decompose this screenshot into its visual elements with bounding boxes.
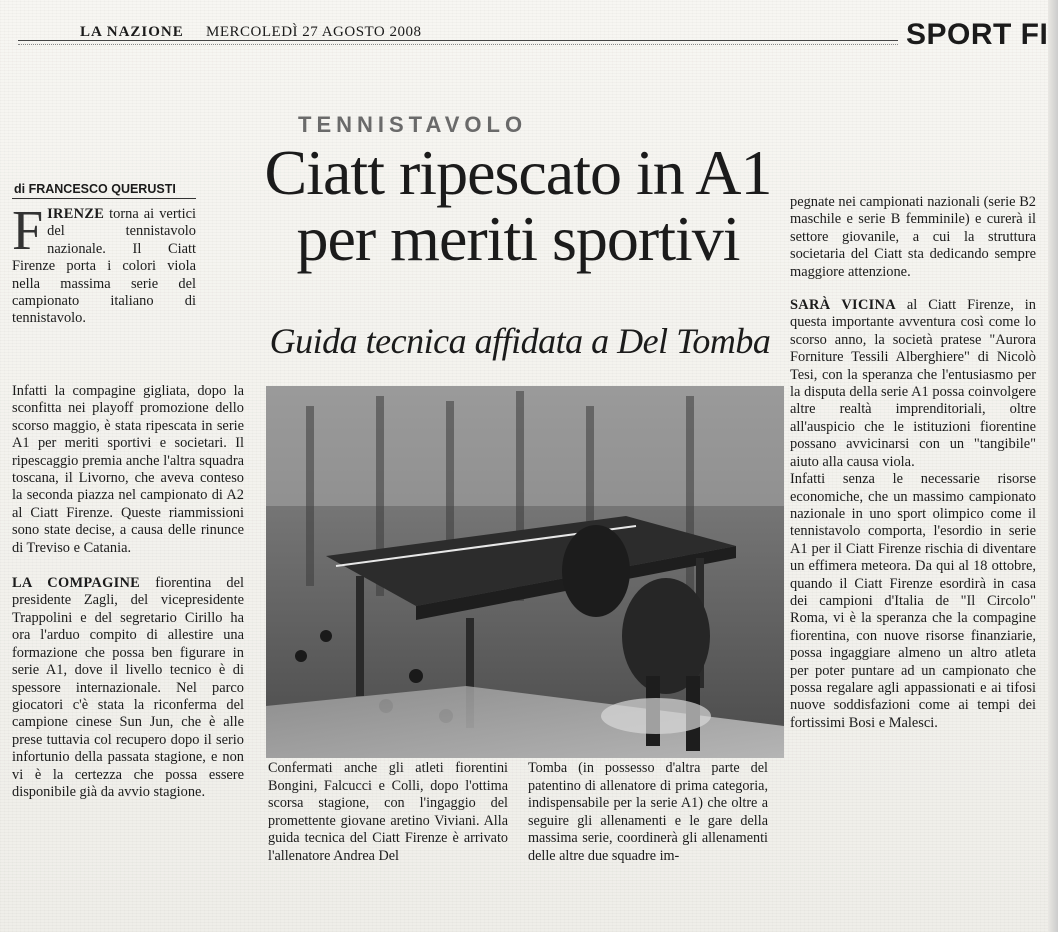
table-tennis-photo xyxy=(266,386,784,758)
column-2 xyxy=(268,760,508,865)
column-1-top xyxy=(12,200,196,328)
column-1-bottom xyxy=(12,383,244,801)
drop-cap: F xyxy=(12,200,44,262)
caption-paragraph: Tomba (in possesso d'altra parte del patentino di allenatore di prima categoria, indispensabile per la serie A1) che oltre a seguire gli allenamenti e le gare della massima serie, coordinerà gli allenamenti delle altre due squadre im- xyxy=(528,760,768,864)
paragraph-text: torna ai vertici del tennistavolo nazionale. Il Ciatt Firenze porta i colori viola nella massima serie del campionato italiano di tennistavolo. xyxy=(12,206,196,327)
paragraph-text: al Ciatt Firenze, in questa importante avventura così come lo scorso anno, la società pratese "Aurora Forniture Tessili Alberghiere" di Nicolò Tesi, con la speranza che l'entusiasmo per la disputa della serie A1 possa coinvolgere altre realtà imprenditoriali, oltre all'auspicio che le istituzioni fiorentine possano avvicinarsi con un "tangibile" aiuto alla causa viola. xyxy=(790,297,1036,470)
paragraph-2: Infatti la compagine gigliata, dopo la sconfitta nei playoff promozione dello scorso maggio, è stata ripescata in serie A1 per meriti sportivi e societari. Il ripescaggio premia anche l'altra squadra toscana, il Livorno, che aveva conteso la seconda piazza nel campionato di A2 al Ciatt Firenze. Queste riammissioni sono state decise, a causa delle rinunce di Treviso e Catania. xyxy=(12,383,244,556)
byline: di FRANCESCO QUERUSTI xyxy=(14,182,176,196)
article-headline xyxy=(228,137,808,274)
caption-paragraph: Confermati anche gli atleti fiorentini Bongini, Falcucci e Colli, dopo l'ottima scorsa stagione, con l'ingaggio del promettente giovane aretino Viviani. Alla guida tecnica del Ciatt Firenze è arrivato l'allenatore Andrea Del xyxy=(268,760,508,864)
paragraph-lead: IRENZE xyxy=(47,206,105,222)
paragraph-col4-3: Infatti senza le necessarie risorse economiche, che un massimo campionato nazionale in uno sport olimpico come il tennistavolo comporta, l'esordio in serie A1 per il Ciatt Firenze rischia di diventare un effimera meteora. Da qui al 18 ottobre, quando il Ciatt Firenze esordirà in casa dei campioni d'Italia de "Il Circolo" Roma, vi è la speranza che la compagine fiorentina, con nuove risorse finanziarie, possa ingaggiare almeno un altro atleta per poter puntare ad un campionato che possa regalare agli appassionati e ai tifosi nuove soddisfazioni come ai tempi dei fortissimi Bosi e Malesci. xyxy=(790,471,1036,731)
headline-line-1: Ciatt ripescato in A1 xyxy=(264,137,772,208)
paragraph-lead: SARÀ VICINA xyxy=(790,297,896,314)
page-edge xyxy=(1048,0,1058,932)
article-photo xyxy=(266,386,784,758)
paragraph-intro xyxy=(12,200,196,328)
masthead-rule-dotted xyxy=(18,44,898,45)
publication-name: LA NAZIONE xyxy=(80,24,184,40)
paragraph-text: fiorentina del presidente Zagli, del vicepresidente Trappolini e del segretario Cirillo ha ora l'arduo compito di allestire una formazione che possa ben figurare in serie A1, dove il livello tecnico è di spessore internazionale. Nel parco giocatori c'è stata la riconferma del campione cinese Sun Jun, che è alle prese tuttavia col recupero dopo il serio infortunio della passata stagione, e non vi è la certezza che possa essere disponibile già da avvio stagione. xyxy=(12,575,245,800)
paragraph-lead: LA COMPAGINE xyxy=(12,575,141,592)
paragraph-col4-2 xyxy=(790,297,1036,471)
article-kicker: TENNISTAVOLO xyxy=(298,112,528,137)
paragraph-3 xyxy=(12,575,244,801)
publication-date: MERCOLEDÌ 27 AGOSTO 2008 xyxy=(206,24,422,40)
byline-rule xyxy=(12,198,196,199)
article-subheadline: Guida tecnica affidata a Del Tomba xyxy=(269,321,771,361)
masthead-rule xyxy=(18,40,898,41)
column-4 xyxy=(790,194,1036,732)
column-3 xyxy=(528,760,768,865)
paragraph-col4-1: pegnate nei campionati nazionali (serie B2 maschile e serie B femminile) e curerà il settore giovanile, a cui la struttura societaria del Ciatt sta dedicando sempre maggiore attenzione. xyxy=(790,194,1036,280)
headline-line-2: per meriti sportivi xyxy=(296,203,740,274)
section-label: SPORT FI xyxy=(906,18,1049,51)
masthead-left xyxy=(80,24,422,41)
